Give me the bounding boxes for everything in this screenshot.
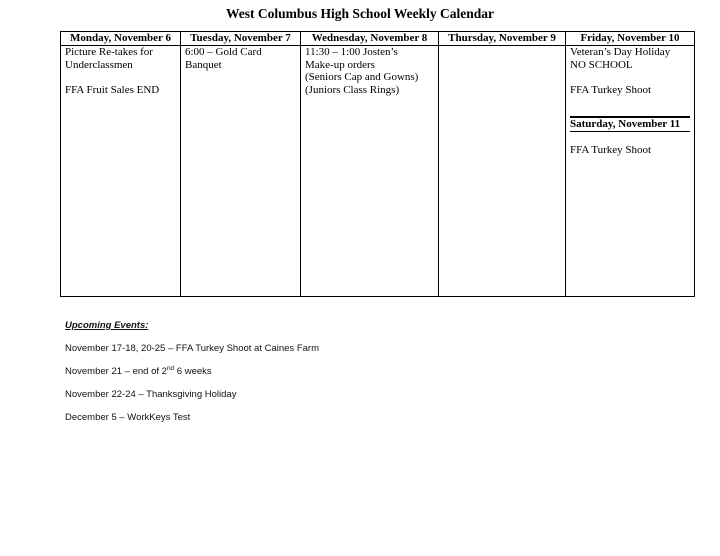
event-line: NO SCHOOL (570, 58, 633, 71)
spacer (65, 71, 180, 84)
event-line: 11:30 – 1:00 Josten’s (305, 46, 398, 58)
day-column-friday (566, 32, 694, 296)
event-line: FFA Fruit Sales END (65, 83, 160, 96)
day-column-tuesday (181, 32, 301, 296)
event-line: FFA Turkey Shoot (570, 83, 652, 96)
event-line: Banquet (185, 58, 222, 71)
day-header: Friday, November 10 (566, 32, 694, 46)
day-events (181, 46, 300, 71)
event-line: (Seniors Cap and Gowns) (305, 71, 419, 84)
upcoming-event-item: December 5 – WorkKeys Test (65, 412, 191, 423)
event-line: 6:00 – Gold Card (185, 46, 262, 58)
event-line: (Juniors Class Rings) (305, 83, 400, 96)
event-text: November 21 – end of 2 (65, 366, 167, 377)
spacer (570, 71, 694, 84)
upcoming-event-item: November 17-18, 20-25 – FFA Turkey Shoot at Caines Farm (65, 343, 319, 354)
saturday-header-underline (570, 131, 690, 132)
upcoming-event-item: November 22-24 – Thanksgiving Holiday (65, 389, 237, 400)
weekly-calendar-table (60, 31, 695, 297)
day-column-thursday (439, 32, 566, 296)
saturday-header: Saturday, November 11 (570, 118, 681, 131)
event-line: Picture Re-takes for (65, 46, 153, 58)
day-header: Tuesday, November 7 (181, 32, 300, 46)
saturday-events (566, 144, 694, 157)
ordinal-suffix: nd (166, 364, 175, 372)
upcoming-events (65, 320, 319, 435)
day-events (301, 46, 438, 96)
event-line: FFA Turkey Shoot (570, 144, 652, 157)
day-events (61, 46, 180, 96)
upcoming-events-title: Upcoming Events: (65, 320, 149, 331)
day-events (566, 46, 694, 96)
day-column-monday (61, 32, 181, 296)
day-header: Wednesday, November 8 (301, 32, 438, 46)
event-line: Veteran’s Day Holiday (570, 46, 671, 58)
day-header: Thursday, November 9 (439, 32, 565, 46)
day-header: Monday, November 6 (61, 32, 180, 46)
event-line: Underclassmen (65, 58, 133, 71)
calendar-title: West Columbus High School Weekly Calendar (226, 6, 494, 21)
event-text: 6 weeks (174, 366, 212, 377)
upcoming-event-item (65, 366, 319, 377)
event-line: Make-up orders (305, 58, 375, 71)
day-column-wednesday (301, 32, 439, 296)
